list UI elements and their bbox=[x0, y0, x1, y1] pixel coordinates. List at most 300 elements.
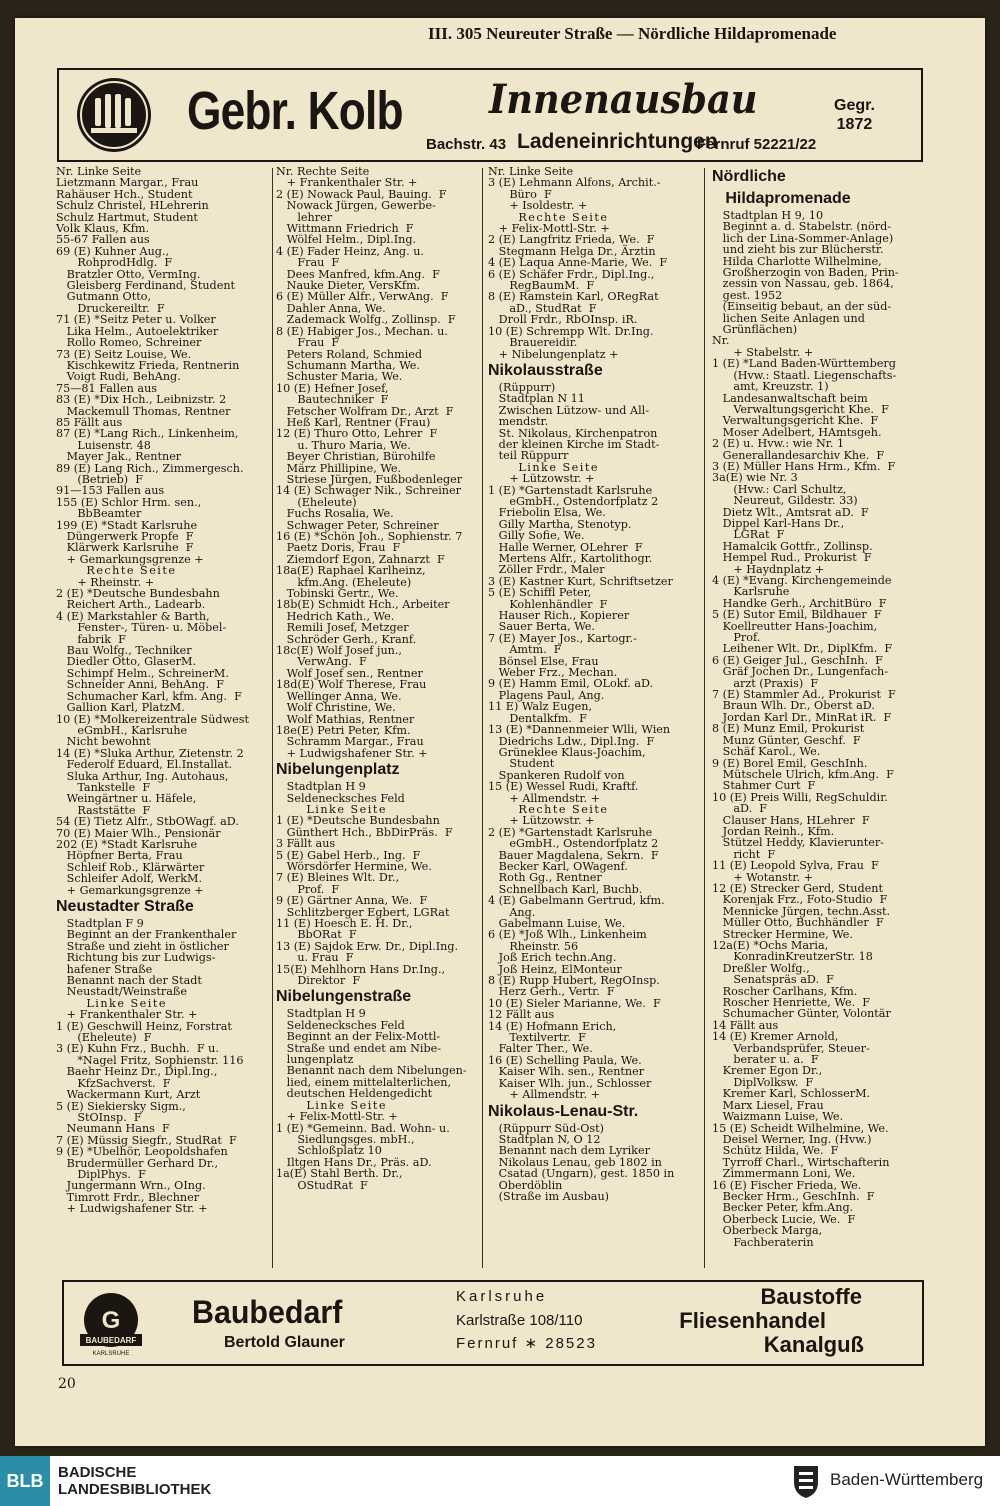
directory-line: Stadtplan H 9, 10 bbox=[712, 209, 824, 222]
directory-line: Stahmer Curt F bbox=[712, 779, 816, 793]
directory-line: Diedler Otto, GlaserM. bbox=[56, 655, 197, 669]
kolb-subtitle: Ladeneinrichtungen bbox=[517, 130, 718, 153]
directory-line: Schlitzberger Egbert, LGRat bbox=[276, 905, 450, 919]
directory-line: Gräf Jochen Dr., Lungenfach- bbox=[712, 665, 889, 679]
directory-line: + Felix-Mottl-Str. + bbox=[276, 1110, 398, 1124]
street-heading: Neustadter Straße bbox=[56, 898, 194, 915]
directory-line: Schneider Anni, BehAng. F bbox=[56, 678, 224, 692]
directory-line: 13 (E) *Dannenmeier Wlli, Wien bbox=[488, 723, 671, 737]
directory-line: (Eheleute) F bbox=[56, 1031, 152, 1045]
directory-line: 3 (E) Müller Hans Hrm., Kfm. F bbox=[712, 459, 896, 473]
directory-line: *Nagel Fritz, Sophienstr. 116 bbox=[56, 1053, 244, 1067]
side-heading: Linke Seite bbox=[276, 802, 387, 816]
column-divider bbox=[482, 168, 483, 1268]
directory-line: Nikolaus Lenau, geb 1802 in bbox=[488, 1155, 662, 1169]
directory-line: 2 (E) *Deutsche Bundesbahn bbox=[56, 587, 220, 601]
directory-line: Lika Helm., Autoelektriker bbox=[56, 324, 219, 338]
directory-line: Landesanwaltschaft beim bbox=[712, 391, 868, 405]
directory-line: Hilda Charlotte Wilhelmine, bbox=[712, 254, 882, 268]
column-2 bbox=[276, 166, 478, 1191]
directory-line: (Rüppurr Süd-Ost) bbox=[488, 1121, 605, 1135]
directory-line: Roscher Carlhans, Kfm. bbox=[712, 984, 858, 998]
directory-line: Beginnt a. d. Stabelstr. (nörd- bbox=[712, 220, 892, 234]
directory-line: Volk Klaus, Kfm. bbox=[56, 222, 150, 236]
directory-line: Schramm Margar., Frau bbox=[276, 735, 424, 749]
directory-line: Stadtplan N, O 12 bbox=[488, 1132, 601, 1146]
directory-line: Wolf Christine, We. bbox=[276, 701, 396, 715]
directory-line: Stegmann Helga Dr., Ärztin bbox=[488, 244, 656, 258]
directory-line: Günthert Hch., BbDirPräs. F bbox=[276, 825, 453, 839]
directory-line: Seldenecksches Feld bbox=[276, 1018, 405, 1032]
directory-line: Brudermüller Gerhard Dr., bbox=[56, 1156, 219, 1170]
directory-line: + Wotanstr. + bbox=[712, 870, 813, 884]
directory-line: Voigt Rudi, BehAng. bbox=[56, 370, 181, 384]
baubedarf-name: Baubedarf bbox=[192, 1294, 343, 1330]
directory-line: 12a(E) *Ochs Maria, bbox=[712, 939, 829, 952]
directory-line: und zieht bis zur Blücherstr. bbox=[712, 243, 884, 257]
side-heading: Linke Seite bbox=[276, 1098, 387, 1112]
directory-line: Schumann Martha, We. bbox=[276, 358, 420, 372]
directory-line: Bau Wolfg., Techniker bbox=[56, 644, 192, 658]
directory-line: Dees Manfred, kfm.Ang. F bbox=[276, 267, 440, 281]
directory-line: Benannt nach der Stadt bbox=[56, 974, 202, 988]
directory-line: 4 (E) Gabelmann Gertrud, kfm. bbox=[488, 894, 665, 908]
directory-line: Gleisberg Ferdinand, Student bbox=[56, 279, 236, 293]
directory-line: 4 (E) Laqua Anne-Marie, We. F bbox=[488, 256, 668, 270]
directory-line: 2 (E) u. Hvw.: wie Nr. 1 bbox=[712, 437, 845, 451]
directory-line: Frau F bbox=[276, 256, 340, 270]
directory-line: 15 (E) Scheidt Wilhelmine, We. bbox=[712, 1121, 889, 1135]
directory-line: 18b(E) Schmidt Hch., Arbeiter bbox=[276, 598, 450, 612]
directory-line: Fachberaterin bbox=[712, 1235, 814, 1249]
directory-line: Ang. bbox=[488, 905, 536, 919]
directory-line: 91—153 Fallen aus bbox=[56, 484, 165, 498]
directory-line: Schulz Hartmut, Student bbox=[56, 210, 198, 224]
kolb-script-title: Innenausbau bbox=[489, 76, 758, 123]
directory-line: KfzSachverst. F bbox=[56, 1076, 171, 1090]
directory-line: Nr. Linke Seite bbox=[56, 165, 142, 178]
directory-line: Student bbox=[488, 757, 555, 771]
directory-line: 8 (E) Ramstein Karl, ORegRat bbox=[488, 290, 659, 304]
directory-line: Rheinstr. 56 bbox=[488, 939, 579, 953]
directory-line: kfm.Ang. (Eheleute) bbox=[276, 575, 412, 589]
directory-line: Plagens Paul, Ang. bbox=[488, 688, 605, 702]
directory-line: 15 (E) Wessel Rudi, Kraftf. bbox=[488, 780, 639, 794]
directory-line: Gallion Karl, PlatzM. bbox=[56, 701, 185, 715]
directory-line: Roth Gg., Rentner bbox=[488, 871, 602, 885]
directory-line: (Hvw.: Carl Schultz, bbox=[712, 482, 847, 496]
column-4 bbox=[712, 166, 924, 1248]
directory-line: (Straße im Ausbau) bbox=[488, 1189, 610, 1203]
directory-line: Kremer Karl, SchlosserM. bbox=[712, 1087, 871, 1101]
directory-line: Verwaltungsgericht Khe. F bbox=[712, 414, 879, 428]
directory-line: Gabelmann Luise, We. bbox=[488, 917, 626, 930]
directory-line: 10 (E) *Molkereizentrale Südwest bbox=[56, 712, 250, 726]
directory-line: Nr. bbox=[712, 334, 730, 348]
directory-line: 12 (E) Thuro Otto, Lehrer F bbox=[276, 427, 438, 441]
directory-line: 7 (E) Stammler Ad., Prokurist F bbox=[712, 688, 896, 702]
directory-line: Amtm. F bbox=[488, 643, 562, 657]
directory-line: Bratzler Otto, VermIng. bbox=[56, 267, 201, 281]
directory-line: eGmbH., Ostendorfplatz 2 bbox=[488, 837, 659, 851]
running-head: III. 305 Neureuter Straße — Nördliche Hildapromenade bbox=[428, 24, 837, 43]
directory-line: teil Rüppurr bbox=[488, 449, 569, 463]
directory-line: StOInsp. F bbox=[56, 1110, 142, 1124]
directory-line: 2 (E) Nowack Paul, Bauing. F bbox=[276, 187, 447, 201]
kolb-advertisement bbox=[57, 68, 923, 162]
directory-line: 9 (E) Gärtner Anna, We. F bbox=[276, 894, 428, 908]
directory-line: Müller Otto, Buchhändler F bbox=[712, 916, 884, 930]
baubedarf-advertisement bbox=[62, 1280, 924, 1366]
directory-line: Schumacher Günter, Volontär bbox=[712, 1007, 891, 1021]
directory-line: Sauer Berta, We. bbox=[488, 620, 595, 634]
directory-line: + Frankenthaler Str. + bbox=[276, 176, 418, 190]
directory-line: 18d(E) Wolf Therese, Frau bbox=[276, 678, 427, 692]
directory-line: Zimmermann Loni, We. bbox=[712, 1167, 856, 1181]
directory-line: Benannt nach dem Lyriker bbox=[488, 1144, 650, 1158]
directory-line: (Einseitig bebaut, an der süd- bbox=[712, 300, 892, 314]
directory-line: 9 (E) Hamm Emil, OLokf. aD. bbox=[488, 677, 654, 691]
directory-line: Druckereiltr. F bbox=[56, 301, 165, 315]
column-divider bbox=[272, 168, 273, 1268]
directory-line: 4 (E) Fader Heinz, Ang. u. bbox=[276, 244, 424, 258]
directory-line: Büro F bbox=[488, 187, 552, 201]
directory-line: u. Thuro Maria, We. bbox=[276, 438, 411, 452]
directory-line: 6 (E) Schäfer Frdr., Dipl.Ing., bbox=[488, 267, 655, 281]
directory-line: + Gemarkungsgrenze + bbox=[56, 552, 204, 566]
directory-line: + Ludwigshafener Str. + bbox=[276, 746, 428, 760]
directory-line: Gilly Sofie, We. bbox=[488, 529, 585, 543]
directory-line: Clauser Hans, HLehrer F bbox=[712, 813, 870, 827]
directory-line: Becker Karl, OWagenf. bbox=[488, 859, 628, 873]
directory-line: Neumann Hans F bbox=[56, 1122, 170, 1136]
directory-line: Baehr Heinz Dr., Dipl.Ing., bbox=[56, 1065, 218, 1079]
street-heading: Nikolaus-Lenau-Str. bbox=[488, 1102, 639, 1120]
directory-line: 1 (E) *Gartenstadt Karlsruhe bbox=[488, 483, 653, 497]
directory-line: gest. 1952 bbox=[712, 288, 783, 302]
directory-line: Striese Jürgen, Fußbodenleger bbox=[276, 472, 463, 486]
directory-line: Karlsruhe bbox=[712, 585, 790, 599]
svg-text:G: G bbox=[101, 1307, 121, 1334]
directory-line: LGRat F bbox=[712, 528, 785, 542]
directory-line: 5 (E) Schiffl Peter, bbox=[488, 586, 592, 600]
directory-line: 10 (E) Sieler Marianne, We. F bbox=[488, 996, 661, 1010]
directory-line: St. Nikolaus, Kirchenpatron bbox=[488, 426, 658, 440]
directory-line: + Lützowstr. + bbox=[488, 814, 595, 828]
directory-line: Iltgen Hans Dr., Präs. aD. bbox=[276, 1155, 432, 1169]
directory-line: Jordan Reinh., Kfm. bbox=[712, 824, 835, 838]
side-heading: Rechte Seite bbox=[488, 210, 609, 224]
directory-line: Koellreutter Hans-Joachim, bbox=[712, 619, 878, 633]
street-heading: Nibelungenstraße bbox=[276, 988, 412, 1006]
directory-line: Reichert Arth., Ladearb. bbox=[56, 598, 206, 612]
directory-line: 3 (E) Kuhn Frz., Buchh. F u. bbox=[56, 1042, 219, 1056]
baubedarf-city: Karlsruhe bbox=[456, 1288, 548, 1305]
directory-line: Zwischen Lützow- und All- bbox=[488, 403, 650, 417]
directory-line: Friebolin Elsa, We. bbox=[488, 506, 606, 520]
street-heading: Nördliche bbox=[712, 168, 786, 185]
directory-line: Oberbeck Lucie, We. F bbox=[712, 1212, 856, 1226]
directory-line: Rollo Romeo, Schreiner bbox=[56, 336, 202, 350]
directory-line: 69 (E) Kuhner Aug., bbox=[56, 244, 170, 258]
directory-line: Herz Gerh., Vertr. F bbox=[488, 985, 615, 999]
directory-line: Gutmann Otto, bbox=[56, 290, 152, 304]
column-3 bbox=[488, 166, 700, 1202]
directory-line: VerwAng. F bbox=[276, 655, 367, 669]
kolb-founded bbox=[834, 96, 875, 134]
directory-line: Textilvertr. F bbox=[488, 1031, 586, 1045]
directory-line: 18c(E) Wolf Josef jun., bbox=[276, 644, 402, 658]
baden-wuerttemberg-label[interactable]: Baden-Württemberg bbox=[830, 1470, 984, 1489]
kolb-brand-name: Gebr. Kolb bbox=[187, 81, 403, 141]
kolb-address: Bachstr. 43 bbox=[426, 136, 507, 153]
directory-line: Wolf Josef sen., Rentner bbox=[276, 666, 423, 680]
directory-line: + Haydnplatz + bbox=[712, 562, 825, 576]
directory-line: 14 (E) *Sluka Arthur, Zietenstr. 2 bbox=[56, 746, 244, 760]
side-heading: Rechte Seite bbox=[488, 802, 609, 816]
directory-line: 70 (E) Maier Wlh., Pensionär bbox=[56, 826, 221, 840]
directory-line: Kaiser Wlh. jun., Schlosser bbox=[488, 1076, 652, 1090]
directory-line: Mertens Alfr., Kartolithogr. bbox=[488, 552, 653, 565]
directory-line: Luisenstr. 48 bbox=[56, 438, 151, 452]
directory-line: Gilly Martha, Stenotyp. bbox=[488, 517, 632, 531]
directory-line: Schröder Gerh., Kranf. bbox=[276, 632, 417, 646]
directory-line: Tyrroff Charl., Wirtschafterin bbox=[712, 1155, 890, 1169]
column-divider bbox=[704, 168, 705, 1268]
directory-line: 9 (E) Borel Emil, GeschInh. bbox=[712, 756, 868, 770]
directory-line: 3 (E) Lehmann Alfons, Archit.- bbox=[488, 176, 661, 190]
directory-line: Federolf Eduard, El.Installat. bbox=[56, 758, 233, 772]
directory-line: Stadtplan N 11 bbox=[488, 392, 585, 406]
directory-line: Handke Gerh., ArchitBüro F bbox=[712, 596, 887, 610]
kolb-logo-icon bbox=[77, 78, 151, 152]
directory-line: Jungermann Wrn., OIng. bbox=[56, 1179, 206, 1193]
blb-logo-icon[interactable]: BLB bbox=[0, 1456, 50, 1506]
directory-line: Schloßplatz 10 bbox=[276, 1144, 382, 1158]
directory-line: Remili Josef, Metzger bbox=[276, 621, 409, 635]
directory-line: 8 (E) Munz Emil, Prokurist bbox=[712, 722, 865, 736]
directory-line: KonradinKreutzerStr. 18 bbox=[712, 950, 873, 964]
directory-line: Prof. bbox=[712, 631, 761, 645]
directory-line: (Betrieb) F bbox=[56, 472, 143, 486]
directory-line: Grüneklee Klaus-Joachim, bbox=[488, 745, 646, 759]
blb-name[interactable] bbox=[58, 1464, 211, 1498]
directory-line: Stadtplan H 9 bbox=[276, 1007, 366, 1021]
directory-line: + Gemarkungsgrenze + bbox=[56, 883, 204, 897]
directory-line: 5 (E) Gabel Herb., Ing. F bbox=[276, 848, 421, 862]
directory-line: aD. F bbox=[712, 802, 768, 816]
baubedarf-phone: Fernruf ∗ 28523 bbox=[456, 1335, 597, 1352]
directory-line: Weber Frz., Mechan. bbox=[488, 666, 618, 680]
directory-line: fabrik F bbox=[56, 632, 126, 646]
directory-line: Schwager Peter, Schreiner bbox=[276, 518, 439, 532]
directory-line: + Felix-Mottl-Str. + bbox=[488, 222, 610, 236]
directory-line: 6 (E) *Joß Wlh., Linkenheim bbox=[488, 928, 647, 942]
directory-line: + Allmendstr. + bbox=[488, 791, 600, 805]
directory-line: Hedrich Kath., We. bbox=[276, 609, 395, 623]
directory-line: Kohlenhändler F bbox=[488, 597, 608, 611]
directory-line: (Hvw.: Staatl. Liegenschafts- bbox=[712, 368, 897, 382]
directory-line: Fuchs Rosalia, We. bbox=[276, 507, 394, 521]
directory-line: Bauer Magdalena, Sekrn. F bbox=[488, 848, 659, 862]
directory-line: Kaiser Wlh. sen., Rentner bbox=[488, 1065, 645, 1079]
directory-line: Heß Karl, Rentner (Frau) bbox=[276, 415, 431, 429]
directory-line: 2 (E) Langfritz Frieda, We. F bbox=[488, 233, 655, 247]
side-heading: Linke Seite bbox=[56, 996, 167, 1010]
blb-name-line1: BADISCHE bbox=[58, 1464, 137, 1481]
directory-line: Schütz Hilda, We. F bbox=[712, 1144, 839, 1158]
directory-line: Rahäuser Hch., Student bbox=[56, 187, 193, 201]
directory-line: 10 (E) Schrempp Wlt. Dr.Ing. bbox=[488, 324, 654, 338]
directory-line: Bönsel Else, Frau bbox=[488, 654, 599, 668]
directory-line: Spankeren Rudolf von bbox=[488, 768, 625, 782]
directory-line: 54 (E) Tietz Alfr., StbOWagf. aD. bbox=[56, 815, 239, 829]
directory-line: Seldenecksches Feld bbox=[276, 791, 405, 805]
directory-line: Wörsdörfer Hermine, We. bbox=[276, 859, 432, 873]
directory-line: Straße und zieht in östlicher bbox=[56, 939, 229, 953]
directory-line: + Allmendstr. + bbox=[488, 1088, 600, 1102]
directory-line: Frau F bbox=[276, 336, 340, 350]
directory-line: 3 (E) Kastner Kurt, Schriftsetzer bbox=[488, 574, 673, 588]
directory-line: Dietz Wlt., Amtsrat aD. F bbox=[712, 505, 869, 519]
directory-line: Dreßler Wolfg., bbox=[712, 961, 810, 975]
directory-line: Zöller Frdr., Maler bbox=[488, 563, 605, 577]
directory-line: 16 (E) Fischer Frieda, We. bbox=[712, 1178, 862, 1192]
directory-line: Senatspräs aD. F bbox=[712, 973, 834, 987]
directory-line: Schäf Karol., We. bbox=[712, 745, 821, 759]
directory-line: Paetz Doris, Frau F bbox=[276, 541, 401, 555]
baubedarf-logo-icon bbox=[76, 1290, 146, 1358]
kolb-founded-label: Gegr. bbox=[834, 97, 875, 114]
directory-line: Klärwerk Karlsruhe F bbox=[56, 541, 194, 555]
directory-line: BbORat F bbox=[276, 928, 357, 942]
kolb-phone: Fernruf 52221/22 bbox=[697, 136, 817, 153]
directory-line: Raststätte F bbox=[56, 803, 151, 817]
directory-line: Weingärtner u. Häfele, bbox=[56, 792, 197, 806]
directory-line: richt F bbox=[712, 847, 776, 861]
directory-line: Großherzogin von Baden, Prin- bbox=[712, 266, 899, 280]
directory-line: Wittmann Friedrich F bbox=[276, 222, 414, 236]
directory-line: u. Frau F bbox=[276, 951, 354, 965]
blb-name-line2: LANDESBIBLIOTHEK bbox=[58, 1481, 212, 1498]
directory-line: Dahler Anna, We. bbox=[276, 301, 386, 315]
directory-line: der kleinen Kirche im Stadt- bbox=[488, 437, 660, 451]
baubedarf-street: Karlstraße 108/110 bbox=[456, 1312, 583, 1329]
directory-line: Tobinski Gertr., We. bbox=[276, 587, 399, 601]
directory-line: berater u. a. F bbox=[712, 1053, 819, 1067]
directory-line: 87 (E) *Lang Rich., Linkenheim, bbox=[56, 427, 239, 441]
directory-line: Lietzmann Margar., Frau bbox=[56, 176, 199, 190]
directory-line: Wellinger Anna, We. bbox=[276, 689, 402, 703]
directory-line: Prof. F bbox=[276, 882, 340, 896]
directory-line: Verwaltungsgericht Khe. F bbox=[712, 402, 889, 416]
directory-line: Nr. Linke Seite bbox=[488, 165, 574, 178]
directory-line: Zademack Wolfg., Zollinsp. F bbox=[276, 313, 456, 327]
directory-line: 199 (E) *Stadt Karlsruhe bbox=[56, 518, 198, 532]
directory-line: hafener Straße bbox=[56, 962, 153, 976]
directory-line: deutschen Heldengedicht bbox=[276, 1087, 433, 1101]
directory-line: zessin von Nassau, geb. 1864, bbox=[712, 277, 894, 291]
directory-line: Joß Erich techn.Ang. bbox=[488, 951, 617, 965]
directory-line: 1 (E) Geschwill Heinz, Forstrat bbox=[56, 1019, 232, 1033]
directory-line: 1 (E) *Gemeinn. Bad. Wohn- u. bbox=[276, 1121, 450, 1135]
directory-line: Stützel Heddy, Klavierunter- bbox=[712, 836, 884, 850]
directory-line: Stadtplan F 9 bbox=[56, 917, 144, 930]
directory-line: Beyer Christian, Bürohilfe bbox=[276, 450, 436, 464]
directory-line: Mütschele Ulrich, kfm.Ang. F bbox=[712, 767, 894, 781]
directory-line: Nr. Rechte Seite bbox=[276, 165, 370, 178]
directory-line: Verbandsprüfer, Steuer- bbox=[712, 1041, 870, 1055]
directory-line: Munz Günter, Geschf. F bbox=[712, 733, 861, 747]
directory-line: Kischkewitz Frieda, Rentnerin bbox=[56, 358, 240, 372]
directory-line: 18a(E) Raphael Karlheinz, bbox=[276, 564, 426, 578]
directory-line: Timrott Frdr., Blechner bbox=[56, 1190, 200, 1204]
directory-line: + Isoldestr. + bbox=[488, 199, 588, 213]
directory-line: 2 (E) *Gartenstadt Karlsruhe bbox=[488, 825, 653, 839]
directory-line: Schleif Rob., Klärwärter bbox=[56, 860, 205, 874]
directory-line: 6 (E) Müller Alfr., VerwAng. F bbox=[276, 290, 449, 304]
directory-line: 16 (E) Schelling Paula, We. bbox=[488, 1053, 642, 1067]
directory-line: Schuster Maria, We. bbox=[276, 370, 403, 384]
directory-line: 1 (E) *Deutsche Bundesbahn bbox=[276, 814, 440, 828]
directory-line: 7 (E) Mayer Jos., Kartogr.- bbox=[488, 631, 637, 645]
directory-line: 6 (E) Geiger Jul., GeschInh. F bbox=[712, 653, 883, 667]
directory-line: 14 (E) Schwager Nik., Schreiner bbox=[276, 484, 461, 498]
directory-line: Richtung bis zur Ludwigs- bbox=[56, 951, 216, 965]
baubedarf-logo-city: KARLSRUHE bbox=[92, 1351, 130, 1357]
directory-line: Mackemull Thomas, Rentner bbox=[56, 404, 231, 418]
directory-line: 155 (E) Schlor Hrm. sen., bbox=[56, 495, 202, 509]
directory-line: 5 (E) Sutor Emil, Bildhauer F bbox=[712, 608, 882, 622]
directory-line: 11 (E) Leopold Sylva, Frau F bbox=[712, 859, 879, 873]
directory-line: Braun Wlh. Dr., Oberst aD. bbox=[712, 699, 875, 713]
directory-line: Beginnt an der Frankenthaler bbox=[56, 928, 237, 942]
directory-line: Peters Roland, Schmied bbox=[276, 347, 423, 361]
directory-line: 14 (E) Kremer Arnold, bbox=[712, 1030, 839, 1044]
baubedarf-owner: Bertold Glauner bbox=[224, 1334, 345, 1351]
directory-line: lied, einem mittelalterlichen, bbox=[276, 1075, 452, 1089]
directory-line: lich der Lina-Sommer-Anlage) bbox=[712, 231, 894, 245]
directory-line: Deisel Werner, Ing. (Hvw.) bbox=[712, 1132, 872, 1146]
directory-line: Fenster-, Türen- u. Möbel- bbox=[56, 621, 227, 635]
directory-line: + Nibelungenplatz + bbox=[488, 347, 619, 361]
directory-line: Grünflächen) bbox=[712, 323, 798, 337]
baubedarf-logo-text: BAUBEDARF bbox=[85, 1336, 137, 1345]
street-heading: Nibelungenplatz bbox=[276, 761, 400, 779]
directory-line: amt, Kreuzstr. 1) bbox=[712, 380, 829, 394]
directory-line: aD., StudRat F bbox=[488, 301, 597, 315]
directory-line: Schleifer Adolf, WerkM. bbox=[56, 872, 202, 886]
directory-line: Höpfner Berta, Frau bbox=[56, 849, 183, 863]
page-number: 20 bbox=[58, 1376, 76, 1392]
directory-line: Benannt nach dem Nibelungen- bbox=[276, 1064, 467, 1078]
directory-line: RegBaumM. F bbox=[488, 279, 595, 293]
directory-line: Mayer Jak., Rentner bbox=[56, 450, 182, 464]
baubedarf-kanalguss: Kanalguß bbox=[763, 1332, 864, 1357]
directory-line: Wackermann Kurt, Arzt bbox=[56, 1088, 201, 1102]
directory-line: 4 (E) *Evang. Kirchengemeinde bbox=[712, 574, 892, 587]
directory-line: (Rüppurr) bbox=[488, 380, 556, 394]
directory-line: 73 (E) Seitz Louise, We. bbox=[56, 347, 192, 361]
directory-line: Hamalcik Gottfr., Zollinsp. bbox=[712, 539, 873, 553]
directory-line: Nauke Dieter, VersKfm. bbox=[276, 279, 421, 293]
baubedarf-fliesenhandel: Fliesenhandel bbox=[679, 1308, 826, 1333]
directory-line: Neureut, Gildestr. 33) bbox=[712, 494, 858, 508]
directory-line: Becker Hrm., GeschInh. F bbox=[712, 1189, 875, 1203]
directory-line: Csatad (Ungarn), gest. 1850 in bbox=[488, 1167, 675, 1181]
baden-wuerttemberg-crest-icon bbox=[790, 1462, 822, 1500]
directory-line: DiplPhys. F bbox=[56, 1167, 146, 1181]
